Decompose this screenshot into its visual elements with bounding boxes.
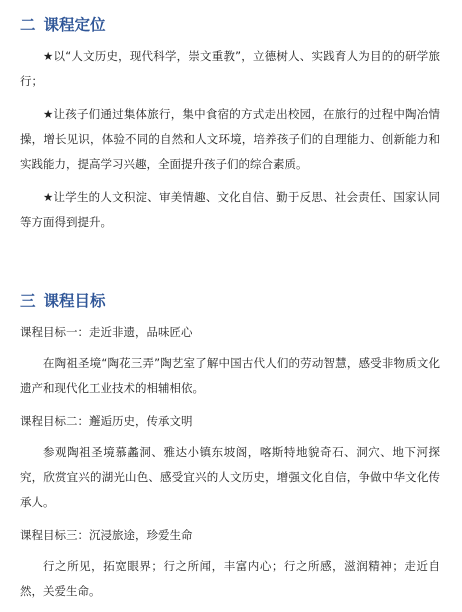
course-positioning-body	[20, 44, 440, 243]
goal-label: 课程目标一：走近非遗，品味匠心	[20, 325, 193, 339]
positioning-paragraph: ★让学生的人文积淀、审美情趣、文化自信、勤于反思、社会责任、国家认同等方面得到提升。	[20, 190, 440, 229]
section-title-text: 课程目标	[43, 292, 106, 310]
goal-label: 课程目标三：沉浸旅途，珍爱生命	[20, 528, 193, 542]
positioning-paragraph: ★让孩子们通过集体旅行，集中食宿的方式走出校园，在旅行的过程中陶冶情操，增长见识，体验不同的自然和人文环境，培养孩子们的自理能力、创新能力和实践能力，提高学习兴趣，全面提升孩子们的综合素质。	[20, 107, 440, 171]
goal-description: 行之所见，拓宽眼界；行之所闻，丰富内心；行之所感，滋润精神；走近自然，关爱生命。	[20, 559, 440, 598]
positioning-paragraph: ★以“人文历史，现代科学，崇文重教”，立德树人、实践育人为目的的研学旅行；	[20, 49, 440, 88]
section-heading-course-goals	[20, 290, 106, 312]
section-number: 三	[20, 292, 36, 310]
section-number: 二	[20, 16, 36, 34]
goal-label: 课程目标二：邂逅历史，传承文明	[20, 414, 193, 428]
course-goals-body	[20, 320, 440, 612]
goal-description: 在陶祖圣境“陶花三弄”陶艺室了解中国古代人们的劳动智慧，感受非物质文化遗产和现代化工业技术的相辅相依。	[20, 356, 440, 395]
section-heading-course-positioning	[20, 14, 106, 36]
section-title-text: 课程定位	[43, 16, 106, 34]
goal-description: 参观陶祖圣境慕蠡洞、雅达小镇东坡阁，喀斯特地貌奇石、洞穴、地下河探究，欣赏宜兴的湖光山色、感受宜兴的人文历史，增强文化自信，争做中华文化传承人。	[20, 445, 440, 509]
